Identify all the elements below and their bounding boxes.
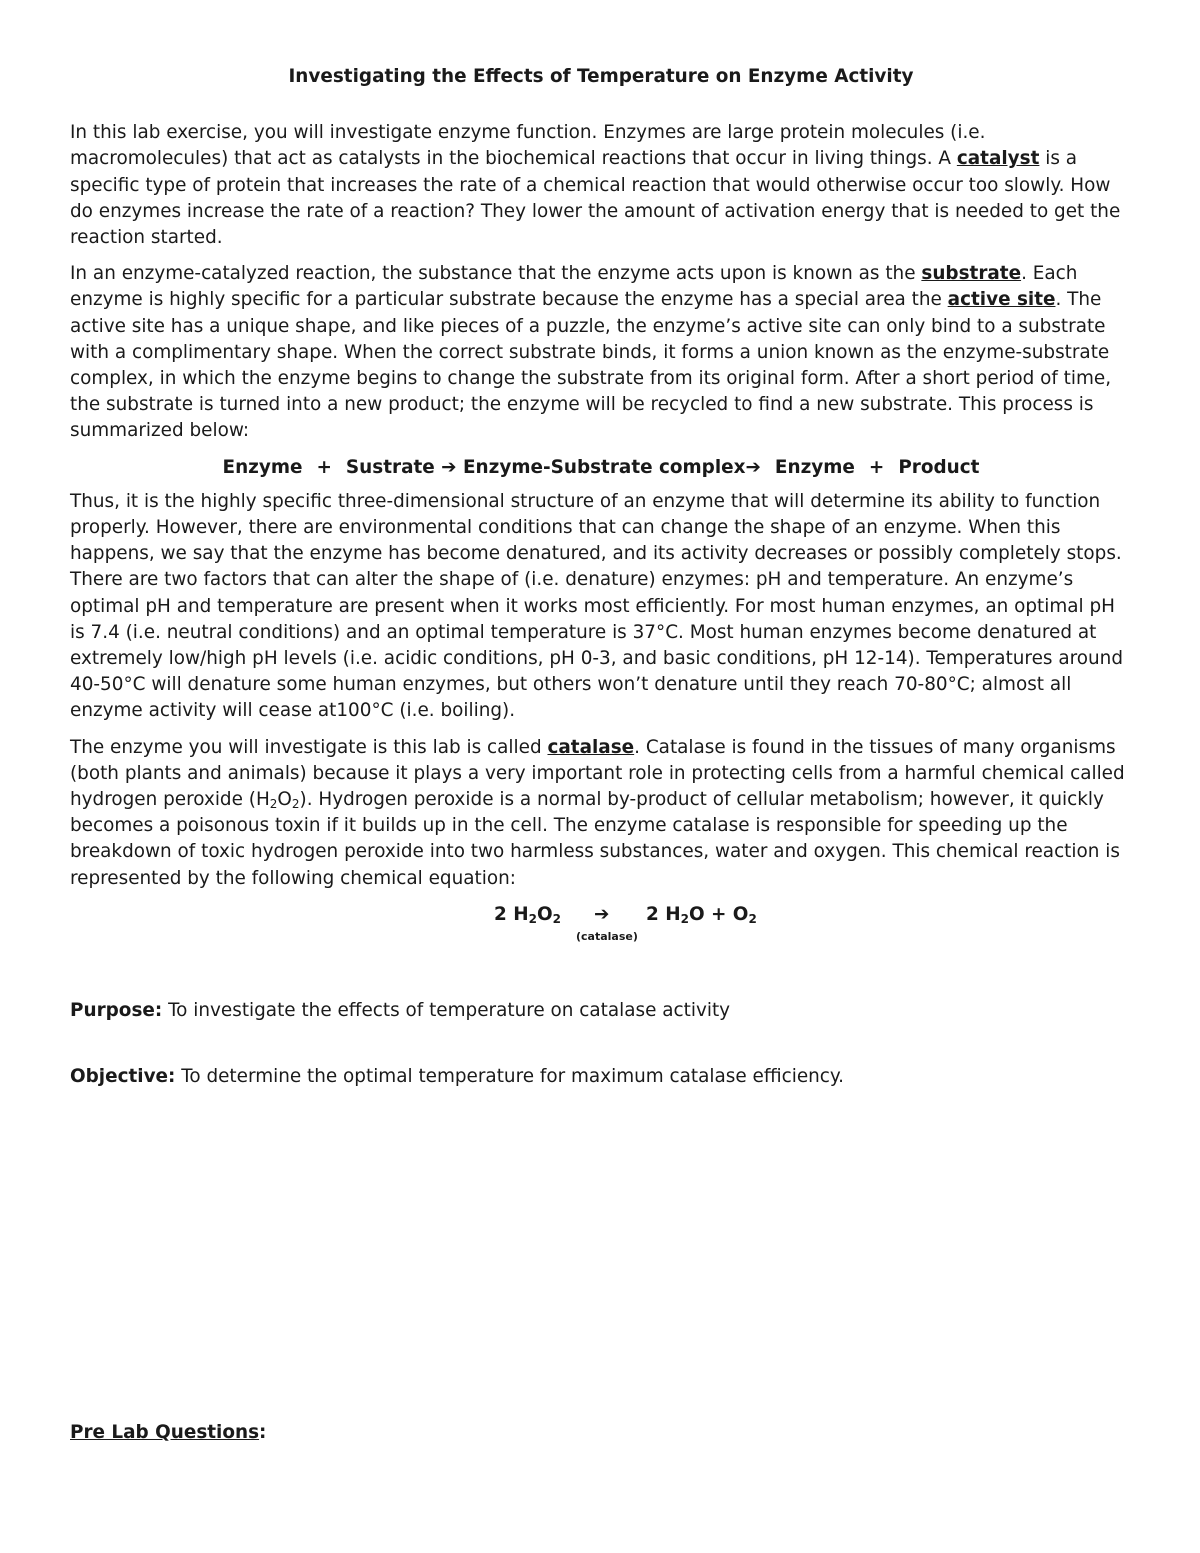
document-page bbox=[70, 64, 1132, 1443]
term-catalyst: catalyst bbox=[956, 148, 1040, 170]
enzyme-reaction-summary: Enzyme + Sustrate ➔ Enzyme-Substrate complex➔ Enzyme + Product bbox=[222, 456, 980, 478]
term-catalase: catalase bbox=[547, 736, 635, 758]
arrow-icon: ➔ bbox=[441, 456, 457, 478]
objective-line: Objective: To determine the optimal temperature for maximum catalase efficiency. bbox=[70, 1066, 845, 1087]
document-title: Investigating the Effects of Temperature on Enzyme Activity bbox=[288, 66, 914, 87]
objective-label: Objective: bbox=[70, 1066, 176, 1087]
arrow-icon: ➔ bbox=[745, 456, 761, 478]
term-active-site: active site bbox=[947, 289, 1056, 311]
purpose-line: Purpose: To investigate the effects of temperature on catalase activity bbox=[70, 1000, 731, 1021]
intro-paragraph: In this lab exercise, you will investigate enzyme function. Enzymes are large protein molecules (i.e. macromolecules) that act as catalysts in the biochemical reactions that occur in living things. A catalyst is a specific type of protein that increases the rate of a chemical reaction that would otherwise occur too slowly. How do enzymes increase the rate of a reaction? They lower the amount of activation energy that is needed to get the reaction started. bbox=[70, 122, 1121, 249]
chemical-equation: 2 $H_2O_2$ ➔ (catalase) 2 $H_2O + O_2$ bbox=[70, 902, 1132, 946]
catalase-paragraph: The enzyme you will investigate is this lab is called catalase. Catalase is found in the tissues of many organisms (both plants and animals) because it plays a very important role in protecting cells from a harmful chemical called hydrogen peroxide $(H_2O_2)$. Hydrogen peroxide is a normal by-product of cellular metabolism; however, it quickly becomes a poisonous toxin if it builds up in the cell. The enzyme catalase is responsible for speeding up the breakdown of toxic hydrogen peroxide into two harmless substances, water and oxygen. This chemical reaction is represented by the following chemical equation: bbox=[70, 736, 1125, 889]
substrate-paragraph: In an enzyme-catalyzed reaction, the substance that the enzyme acts upon is known as the substrate. Each enzyme is highly specific for a particular substrate because the enzyme has a special area the active site. The active site has a unique shape, and like pieces of a puzzle, the enzyme’s active site can only bind to a substrate with a complimentary shape. When the correct substrate binds, it forms a union known as the enzyme-substrate complex, in which the enzyme begins to change the substrate from its original form. After a short period of time, the substrate is turned into a new product; the enzyme will be recycled to find a new substrate. This process is summarized below: bbox=[70, 263, 1112, 442]
denature-paragraph: Thus, it is the highly specific three-dimensional structure of an enzyme that will determine its ability to function properly. However, there are environmental conditions that can change the shape of an enzyme. When this happens, we say that the enzyme has become denatured, and its activity decreases or possibly completely stops. There are two factors that can alter the shape of (i.e. denature) enzymes: pH and temperature. An enzyme’s optimal pH and temperature are present when it works most efficiently. For most human enzymes, an optimal pH is 7.4 (i.e. neutral conditions) and an optimal temperature is 37°C. Most human enzymes become denatured at extremely low/high pH levels (i.e. acidic conditions, pH 0-3, and basic conditions, pH 12-14). Temperatures around 40-50°C will denature some human enzymes, but others won’t denature until they reach 70-80°C; almost all enzyme activity will cease at100°C (i.e. boiling). bbox=[70, 490, 1123, 722]
arrow-icon: ➔ bbox=[594, 903, 610, 925]
term-substrate: substrate bbox=[921, 263, 1022, 285]
catalyst-label: (catalase) bbox=[576, 929, 638, 943]
prelab-heading: Pre Lab Questions: bbox=[70, 1422, 267, 1443]
purpose-label: Purpose: bbox=[70, 1000, 163, 1021]
